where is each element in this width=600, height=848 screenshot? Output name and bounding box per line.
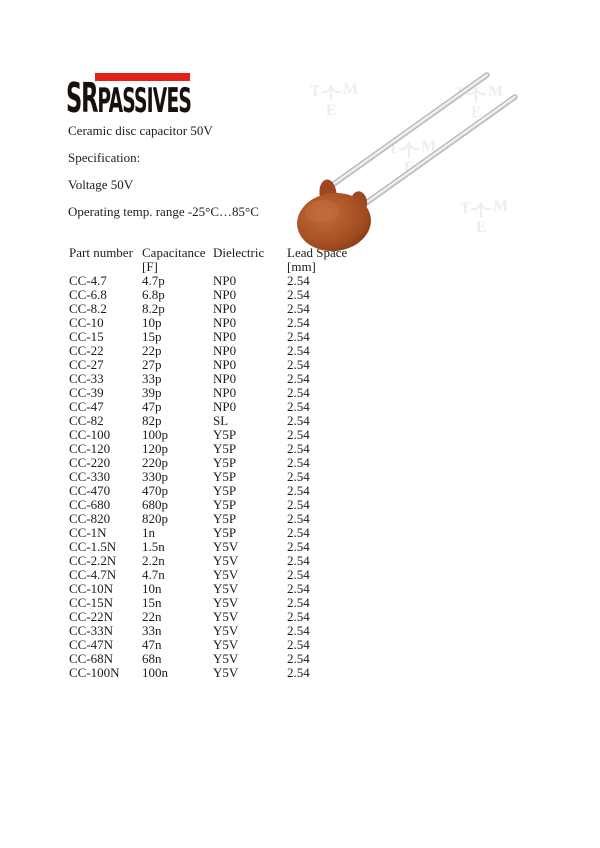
cell-part-number: CC-10 xyxy=(69,315,104,330)
tme-watermark xyxy=(455,83,503,121)
logo-text-sr: SR xyxy=(66,74,98,122)
cell-dielectric: Y5P xyxy=(213,497,237,512)
cell-part-number: CC-33N xyxy=(69,623,114,638)
cell-part-number: CC-120 xyxy=(69,441,111,456)
svg-text:T: T xyxy=(460,200,471,217)
cell-dielectric: Y5P xyxy=(213,511,237,526)
capacitor-lead-right xyxy=(362,96,515,206)
cell-capacitance: 8.2p xyxy=(142,301,165,316)
temp-range-line: Operating temp. range -25°C…85°C xyxy=(68,204,259,219)
cell-capacitance: 68n xyxy=(142,651,162,666)
cell-lead-space: 2.54 xyxy=(287,469,310,484)
cell-lead-space: 2.54 xyxy=(287,357,310,372)
cell-part-number: CC-47 xyxy=(69,399,104,414)
cell-part-number: CC-39 xyxy=(69,385,104,400)
cell-capacitance: 15p xyxy=(142,329,162,344)
cell-lead-space: 2.54 xyxy=(287,315,310,330)
cell-lead-space: 2.54 xyxy=(287,553,310,568)
cell-capacitance: 100n xyxy=(142,665,168,680)
cell-capacitance: 22p xyxy=(142,343,162,358)
tme-antler-icon xyxy=(472,203,490,217)
cell-dielectric: Y5P xyxy=(213,441,237,456)
cell-capacitance: 820p xyxy=(142,511,168,526)
cell-part-number: CC-4.7 xyxy=(69,273,107,288)
cell-dielectric: NP0 xyxy=(213,287,237,302)
specification-label: Specification: xyxy=(68,150,141,165)
cell-dielectric: Y5V xyxy=(213,595,239,610)
cell-part-number: CC-6.8 xyxy=(69,287,107,302)
cell-dielectric: Y5P xyxy=(213,469,237,484)
cell-part-number: CC-1N xyxy=(69,525,107,540)
cell-capacitance: 2.2n xyxy=(142,553,165,568)
cell-dielectric: Y5P xyxy=(213,525,237,540)
cell-lead-space: 2.54 xyxy=(287,413,310,428)
cell-lead-space: 2.54 xyxy=(287,483,310,498)
cell-capacitance: 1.5n xyxy=(142,539,165,554)
cell-dielectric: NP0 xyxy=(213,343,237,358)
header-part-number: Part number xyxy=(69,245,133,260)
capacitor-disc xyxy=(295,175,374,254)
cell-dielectric: NP0 xyxy=(213,371,237,386)
cell-lead-space: 2.54 xyxy=(287,427,310,442)
cell-dielectric: NP0 xyxy=(213,315,237,330)
cell-lead-space: 2.54 xyxy=(287,651,310,666)
cell-lead-space: 2.54 xyxy=(287,301,310,316)
svg-text:M: M xyxy=(493,198,509,215)
cell-capacitance: 47p xyxy=(142,399,162,414)
cell-lead-space: 2.54 xyxy=(287,329,310,344)
voltage-line: Voltage 50V xyxy=(68,177,134,192)
cell-part-number: CC-470 xyxy=(69,483,111,498)
cell-dielectric: NP0 xyxy=(213,273,237,288)
page-title: Ceramic disc capacitor 50V xyxy=(68,123,213,138)
svg-text:M: M xyxy=(421,138,437,155)
cell-capacitance: 100p xyxy=(142,427,168,442)
cell-lead-space: 2.54 xyxy=(287,623,310,638)
cell-lead-space: 2.54 xyxy=(287,343,310,358)
header-dielectric: Dielectric xyxy=(213,245,265,260)
cell-part-number: CC-10N xyxy=(69,581,114,596)
cell-lead-space: 2.54 xyxy=(287,539,310,554)
cell-part-number: CC-33 xyxy=(69,371,104,386)
tme-antler-icon xyxy=(400,143,418,157)
cell-capacitance: 33p xyxy=(142,371,162,386)
cell-part-number: CC-82 xyxy=(69,413,104,428)
cell-lead-space: 2.54 xyxy=(287,665,310,680)
cell-lead-space: 2.54 xyxy=(287,525,310,540)
svg-text:E: E xyxy=(404,159,415,176)
cell-dielectric: Y5V xyxy=(213,609,239,624)
cell-lead-space: 2.54 xyxy=(287,287,310,302)
cell-part-number: CC-2.2N xyxy=(69,553,117,568)
cell-part-number: CC-4.7N xyxy=(69,567,117,582)
svg-text:M: M xyxy=(343,81,359,98)
cell-dielectric: NP0 xyxy=(213,301,237,316)
svg-text:E: E xyxy=(326,102,337,119)
cell-capacitance: 6.8p xyxy=(142,287,165,302)
cell-capacitance: 15n xyxy=(142,595,162,610)
cell-part-number: CC-15N xyxy=(69,595,114,610)
parts-table xyxy=(69,245,348,680)
cell-dielectric: SL xyxy=(213,413,229,428)
cell-lead-space: 2.54 xyxy=(287,497,310,512)
cell-lead-space: 2.54 xyxy=(287,273,310,288)
cell-capacitance: 120p xyxy=(142,441,168,456)
cell-capacitance: 27p xyxy=(142,357,162,372)
cell-dielectric: NP0 xyxy=(213,399,237,414)
cell-part-number: CC-27 xyxy=(69,357,104,372)
cell-lead-space: 2.54 xyxy=(287,399,310,414)
cell-lead-space: 2.54 xyxy=(287,455,310,470)
cell-part-number: CC-100 xyxy=(69,427,111,442)
cell-capacitance: 82p xyxy=(142,413,162,428)
cell-lead-space: 2.54 xyxy=(287,511,310,526)
cell-lead-space: 2.54 xyxy=(287,637,310,652)
cell-dielectric: Y5V xyxy=(213,581,239,596)
cell-lead-space: 2.54 xyxy=(287,385,310,400)
svg-text:E: E xyxy=(476,219,487,236)
cell-capacitance: 47n xyxy=(142,637,162,652)
cell-capacitance: 470p xyxy=(142,483,168,498)
cell-capacitance: 10n xyxy=(142,581,162,596)
cell-lead-space: 2.54 xyxy=(287,595,310,610)
cell-dielectric: NP0 xyxy=(213,357,237,372)
cell-dielectric: Y5V xyxy=(213,637,239,652)
cell-capacitance: 4.7n xyxy=(142,567,165,582)
cell-dielectric: Y5V xyxy=(213,553,239,568)
cell-part-number: CC-220 xyxy=(69,455,111,470)
cell-capacitance: 33n xyxy=(142,623,162,638)
cell-lead-space: 2.54 xyxy=(287,609,310,624)
header-unit-blank-2 xyxy=(213,260,287,274)
cell-dielectric: NP0 xyxy=(213,385,237,400)
tme-watermark xyxy=(310,81,358,119)
cell-lead-space: 2.54 xyxy=(287,567,310,582)
header-unit-farads: [F] xyxy=(142,259,158,274)
tme-antler-icon xyxy=(322,86,340,100)
cell-part-number: CC-68N xyxy=(69,651,114,666)
tme-watermark xyxy=(460,198,508,236)
cell-part-number: CC-820 xyxy=(69,511,111,526)
cell-capacitance: 680p xyxy=(142,497,168,512)
cell-dielectric: Y5V xyxy=(213,623,239,638)
cell-dielectric: Y5P xyxy=(213,483,237,498)
cell-dielectric: Y5V xyxy=(213,651,239,666)
cell-dielectric: Y5V xyxy=(213,567,239,582)
header-unit-millimeters: [mm] xyxy=(287,259,316,274)
cell-part-number: CC-47N xyxy=(69,637,114,652)
cell-capacitance: 1n xyxy=(142,525,155,540)
cell-part-number: CC-680 xyxy=(69,497,111,512)
logo-text-passives: PASSIVES xyxy=(97,81,192,121)
svg-text:T: T xyxy=(310,83,321,100)
cell-part-number: CC-330 xyxy=(69,469,111,484)
cell-dielectric: Y5V xyxy=(213,665,239,680)
cell-capacitance: 220p xyxy=(142,455,168,470)
header-lead-space: Lead Space xyxy=(287,245,348,260)
header-unit-blank-1 xyxy=(69,260,142,274)
svg-text:T: T xyxy=(455,85,466,102)
cell-part-number: CC-22 xyxy=(69,343,104,358)
svg-text:E: E xyxy=(471,104,482,121)
cell-lead-space: 2.54 xyxy=(287,581,310,596)
cell-dielectric: Y5P xyxy=(213,427,237,442)
cell-capacitance: 39p xyxy=(142,385,162,400)
cell-capacitance: 22n xyxy=(142,609,162,624)
cell-part-number: CC-8.2 xyxy=(69,301,107,316)
capacitor-photo xyxy=(295,62,530,257)
cell-part-number: CC-22N xyxy=(69,609,114,624)
header-capacitance: Capacitance xyxy=(142,245,206,260)
cell-capacitance: 330p xyxy=(142,469,168,484)
cell-lead-space: 2.54 xyxy=(287,441,310,456)
cell-capacitance: 10p xyxy=(142,315,162,330)
svg-text:T: T xyxy=(388,140,399,157)
cell-dielectric: Y5V xyxy=(213,539,239,554)
brand-logo xyxy=(66,71,226,122)
cell-lead-space: 2.54 xyxy=(287,371,310,386)
cell-part-number: CC-1.5N xyxy=(69,539,117,554)
svg-text:M: M xyxy=(488,83,504,100)
logo-wordmark xyxy=(66,74,192,122)
cell-capacitance: 4.7p xyxy=(142,273,165,288)
cell-dielectric: NP0 xyxy=(213,329,237,344)
cell-dielectric: Y5P xyxy=(213,455,237,470)
cell-part-number: CC-15 xyxy=(69,329,104,344)
cell-part-number: CC-100N xyxy=(69,665,120,680)
